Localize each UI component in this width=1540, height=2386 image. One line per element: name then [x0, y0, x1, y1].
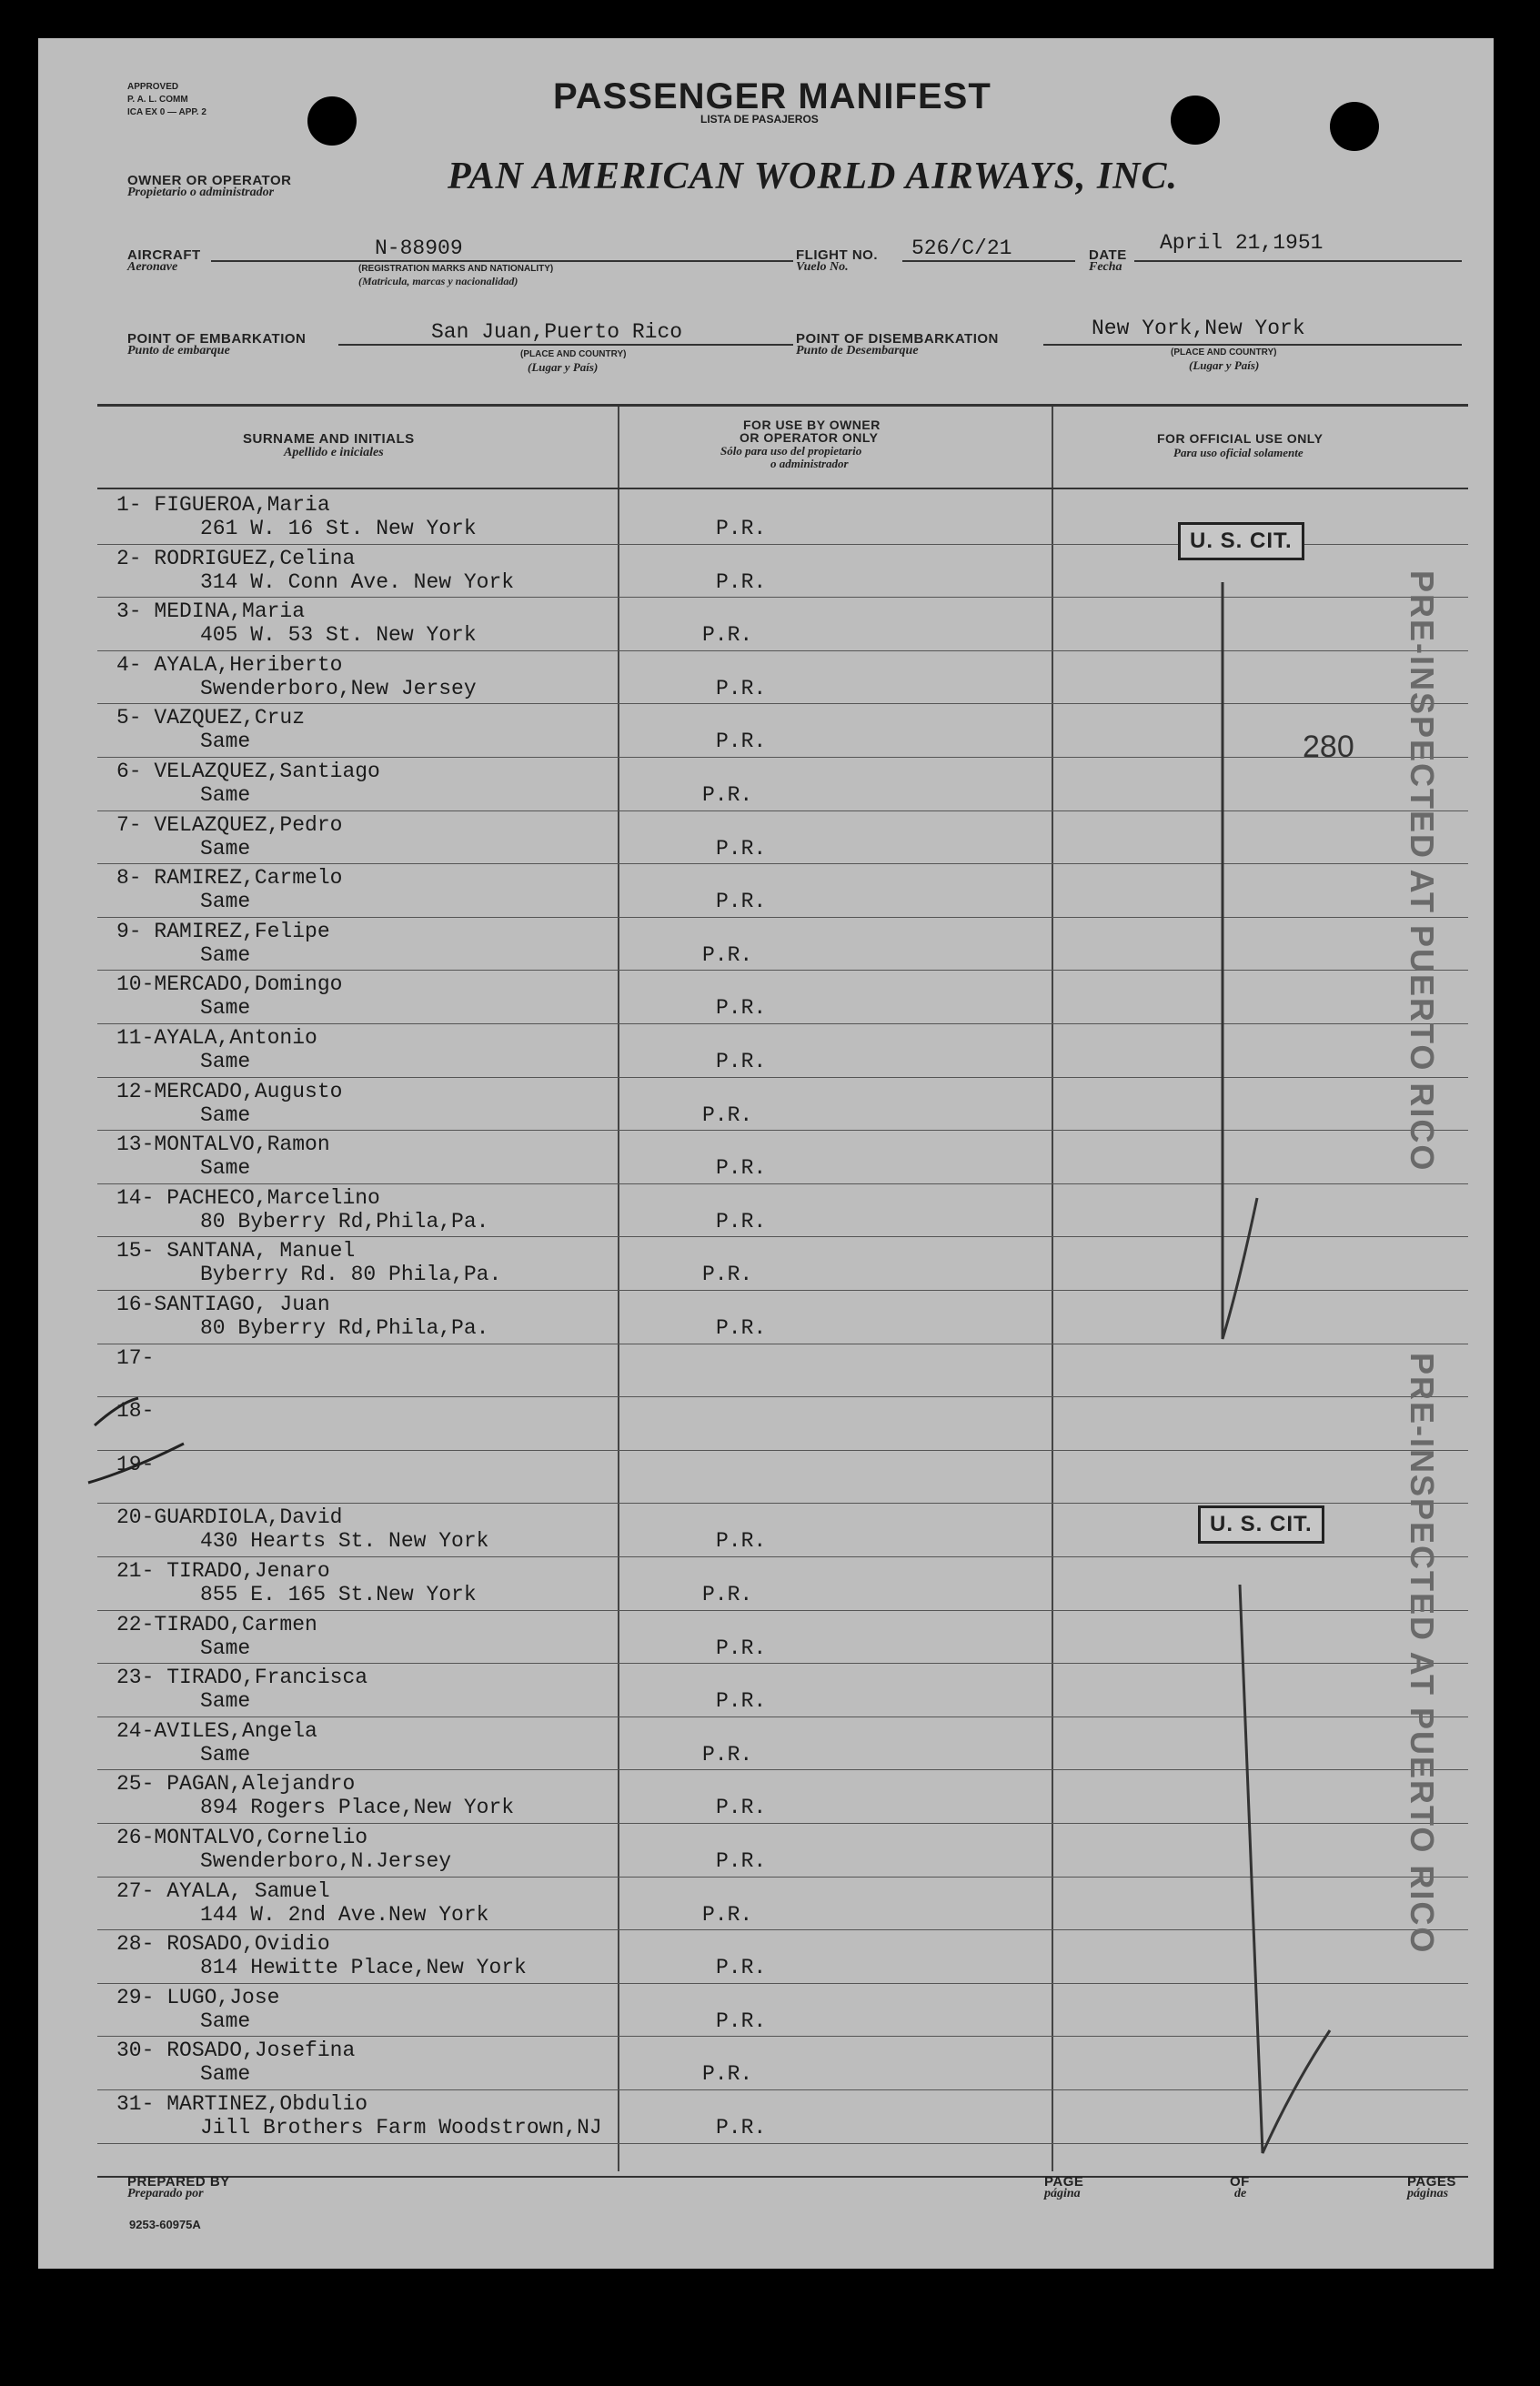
passenger-name: 21- TIRADO,Jenaro — [116, 1559, 330, 1583]
passenger-name: 8- RAMIREZ,Carmelo — [116, 866, 343, 891]
passenger-origin-mark: P.R. — [716, 996, 767, 1021]
disembark-label: POINT OF DISEMBARKATION — [796, 331, 999, 347]
passenger-name: 16-SANTIAGO, Juan — [116, 1293, 330, 1316]
passenger-origin-mark: P.R. — [716, 1209, 767, 1233]
passenger-address: Same — [200, 730, 251, 754]
passenger-address: 314 W. Conn Ave. New York — [200, 569, 515, 594]
date-value: April 21,1951 — [1160, 231, 1324, 255]
passenger-address: 405 W. 53 St. New York — [200, 623, 477, 648]
check-line-bottom — [1240, 1585, 1330, 2153]
page-label-es: página — [1044, 2187, 1081, 2200]
passenger-address: Same — [200, 1102, 251, 1127]
check-line-top — [1223, 582, 1257, 1339]
strike-mark-18 — [95, 1398, 138, 1425]
aircraft-label: AIRCRAFT — [127, 247, 201, 263]
col-header-owner-es-1: Sólo para uso del propietario — [720, 444, 862, 458]
passenger-name: 29- LUGO,Jose — [116, 1985, 280, 2009]
prepared-label: PREPARED BY — [127, 2174, 230, 2190]
page-title: PASSENGER MANIFEST — [553, 76, 991, 116]
page-title-es: LISTA DE PASAJEROS — [700, 113, 819, 126]
passenger-origin-mark: P.R. — [716, 1636, 767, 1660]
disembark-label-es: Punto de Desembarque — [796, 344, 919, 357]
passenger-address: Same — [200, 942, 251, 967]
of-label: OF — [1230, 2174, 1250, 2190]
aircraft-sub: (REGISTRATION MARKS AND NATIONALITY) — [358, 264, 554, 274]
col-header-official: FOR OFFICIAL USE ONLY — [1157, 431, 1324, 446]
passenger-name: 19- — [116, 1452, 155, 1476]
passenger-name: 11-AYALA,Antonio — [116, 1026, 317, 1050]
count-280: 280 — [1303, 730, 1354, 764]
col-header-owner-2: OR OPERATOR ONLY — [740, 430, 879, 445]
passenger-origin-mark: P.R. — [702, 623, 753, 648]
flight-label: FLIGHT NO. — [796, 247, 878, 263]
passenger-name: 9- RAMIREZ,Felipe — [116, 919, 330, 943]
passenger-address: Same — [200, 1742, 251, 1767]
passenger-address: Same — [200, 836, 251, 861]
passenger-origin-mark: P.R. — [716, 517, 767, 540]
embark-label-es: Punto de embarque — [127, 344, 230, 357]
passenger-name: 22-TIRADO,Carmen — [116, 1612, 317, 1636]
preinspected-stamp-top: PRE-INSPECTED AT PUERTO RICO — [1404, 570, 1441, 1173]
us-cit-stamp-top: U. S. CIT. — [1178, 522, 1304, 560]
col-header-surname-es: Apellido e iniciales — [284, 446, 384, 459]
col-header-owner-es-2: o administrador — [770, 457, 849, 470]
of-label-es: de — [1234, 2187, 1247, 2200]
passenger-address: Same — [200, 783, 251, 807]
disembark-sub: (PLACE AND COUNTRY) — [1171, 347, 1277, 357]
passenger-origin-mark: P.R. — [702, 1263, 753, 1287]
passenger-name: 30- ROSADO,Josefina — [116, 2039, 356, 2063]
passenger-address: Same — [200, 996, 251, 1021]
passenger-address: Same — [200, 1050, 251, 1073]
manifest-sheet — [38, 38, 1494, 2269]
passenger-address: 144 W. 2nd Ave.New York — [200, 1902, 489, 1927]
passenger-address: Byberry Rd. 80 Phila,Pa. — [200, 1263, 502, 1287]
disembark-sub-es: (Lugar y País) — [1189, 358, 1260, 372]
passenger-origin-mark: P.R. — [716, 730, 767, 754]
approval-line-1: APPROVED — [127, 82, 179, 92]
aircraft-label-es: Aeronave — [127, 260, 178, 274]
handwriting-layer — [38, 38, 1494, 2269]
passenger-origin-mark: P.R. — [702, 942, 753, 967]
passenger-name: 7- VELAZQUEZ,Pedro — [116, 812, 343, 837]
passenger-address: Same — [200, 1689, 251, 1714]
col-header-owner-1: FOR USE BY OWNER — [743, 418, 881, 432]
passenger-name: 4- AYALA,Heriberto — [116, 652, 343, 677]
owner-label: OWNER OR OPERATOR — [127, 173, 292, 188]
passenger-address: 894 Rogers Place,New York — [200, 1796, 515, 1820]
passenger-origin-mark: P.R. — [716, 836, 767, 861]
embark-label: POINT OF EMBARKATION — [127, 331, 307, 347]
passenger-origin-mark: P.R. — [702, 1102, 753, 1127]
passenger-origin-mark: P.R. — [716, 890, 767, 914]
passenger-name: 3- MEDINA,Maria — [116, 599, 306, 624]
flight-value: 526/C/21 — [911, 237, 1012, 260]
passenger-origin-mark: P.R. — [702, 1742, 753, 1767]
passenger-name: 20-GUARDIOLA,David — [116, 1505, 343, 1530]
passenger-name: 31- MARTINEZ,Obdulio — [116, 2092, 368, 2116]
passenger-name: 15- SANTANA, Manuel — [116, 1239, 356, 1263]
passenger-origin-mark: P.R. — [716, 1316, 767, 1340]
passenger-address: Same — [200, 2008, 251, 2033]
passenger-origin-mark: P.R. — [716, 1529, 767, 1554]
passenger-origin-mark: P.R. — [716, 1156, 767, 1181]
passenger-origin-mark: P.R. — [716, 2008, 767, 2033]
passenger-name: 10-MERCADO,Domingo — [116, 972, 343, 997]
page-label: PAGE — [1044, 2174, 1084, 2190]
col-header-official-es: Para uso oficial solamente — [1173, 446, 1303, 459]
passenger-name: 2- RODRIGUEZ,Celina — [116, 546, 356, 570]
passenger-name: 23- TIRADO,Francisca — [116, 1666, 368, 1690]
aircraft-sub-es: (Matricula, marcas y nacionalidad) — [358, 275, 518, 287]
passenger-name: 27- AYALA, Samuel — [116, 1878, 330, 1903]
passenger-origin-mark: P.R. — [702, 1902, 753, 1927]
passenger-address: Jill Brothers Farm Woodstrown,NJ — [200, 2116, 602, 2139]
company-name: PAN AMERICAN WORLD AIRWAYS, INC. — [448, 156, 1179, 197]
passenger-address: Swenderboro,New Jersey — [200, 676, 477, 700]
embark-sub-es: (Lugar y País) — [528, 360, 599, 374]
footer-rule — [97, 2176, 1468, 2178]
passenger-address: Swenderboro,N.Jersey — [200, 1849, 452, 1873]
passenger-address: Same — [200, 1156, 251, 1181]
passenger-name: 24-AVILES,Angela — [116, 1718, 317, 1743]
passenger-address: 80 Byberry Rd,Phila,Pa. — [200, 1316, 489, 1340]
passenger-name: 12-MERCADO,Augusto — [116, 1079, 343, 1103]
passenger-origin-mark: P.R. — [716, 1796, 767, 1820]
passenger-origin-mark: P.R. — [702, 2062, 753, 2087]
passenger-name: 26-MONTALVO,Cornelio — [116, 1826, 368, 1849]
pages-label-es: páginas — [1407, 2187, 1449, 2200]
date-label: DATE — [1089, 247, 1127, 263]
disembark-value: New York,New York — [1092, 317, 1305, 340]
passenger-name: 17- — [116, 1345, 155, 1370]
us-cit-stamp-bottom: U. S. CIT. — [1198, 1505, 1324, 1544]
form-number: 9253-60975A — [129, 2218, 201, 2231]
passenger-name: 18- — [116, 1399, 155, 1424]
passenger-name: 14- PACHECO,Marcelino — [116, 1185, 380, 1210]
passenger-origin-mark: P.R. — [716, 1849, 767, 1873]
passenger-address: 814 Hewitte Place,New York — [200, 1956, 527, 1980]
embark-value: San Juan,Puerto Rico — [431, 320, 683, 344]
owner-label-es: Propietario o administrador — [127, 186, 275, 199]
pages-label: PAGES — [1407, 2174, 1456, 2190]
passenger-address: Same — [200, 2062, 251, 2087]
strike-mark-19 — [88, 1444, 184, 1483]
passenger-origin-mark: P.R. — [716, 1689, 767, 1714]
embark-sub: (PLACE AND COUNTRY) — [520, 349, 627, 359]
passenger-origin-mark: P.R. — [716, 2116, 767, 2139]
passenger-origin-mark: P.R. — [702, 1583, 753, 1606]
passenger-name: 25- PAGAN,Alejandro — [116, 1772, 356, 1797]
passenger-address: 261 W. 16 St. New York — [200, 517, 477, 540]
passenger-name: 5- VAZQUEZ,Cruz — [116, 706, 306, 730]
passenger-address: 855 E. 165 St.New York — [200, 1583, 477, 1606]
preinspected-stamp-bottom: PRE-INSPECTED AT PUERTO RICO — [1404, 1353, 1441, 1955]
passenger-name: 28- ROSADO,Ovidio — [116, 1932, 330, 1957]
passenger-address: Same — [200, 1636, 251, 1660]
passenger-address: Same — [200, 890, 251, 914]
passenger-name: 1- FIGUEROA,Maria — [116, 493, 330, 517]
prepared-label-es: Preparado por — [127, 2187, 204, 2200]
col-header-surname: SURNAME AND INITIALS — [243, 431, 415, 447]
passenger-origin-mark: P.R. — [716, 1050, 767, 1073]
passenger-origin-mark: P.R. — [716, 1956, 767, 1980]
date-label-es: Fecha — [1089, 260, 1122, 274]
passenger-name: 6- VELAZQUEZ,Santiago — [116, 760, 380, 783]
aircraft-value: N-88909 — [375, 237, 463, 260]
passenger-name: 13-MONTALVO,Ramon — [116, 1133, 330, 1157]
approval-line-2: P. A. L. COMM — [127, 95, 188, 105]
passenger-address: 80 Byberry Rd,Phila,Pa. — [200, 1209, 489, 1233]
passenger-origin-mark: P.R. — [702, 783, 753, 807]
passenger-origin-mark: P.R. — [716, 569, 767, 594]
passenger-address: 430 Hearts St. New York — [200, 1529, 489, 1554]
approval-line-3: ICA EX 0 — APP. 2 — [127, 107, 206, 117]
flight-label-es: Vuelo No. — [796, 260, 849, 274]
passenger-origin-mark: P.R. — [716, 676, 767, 700]
